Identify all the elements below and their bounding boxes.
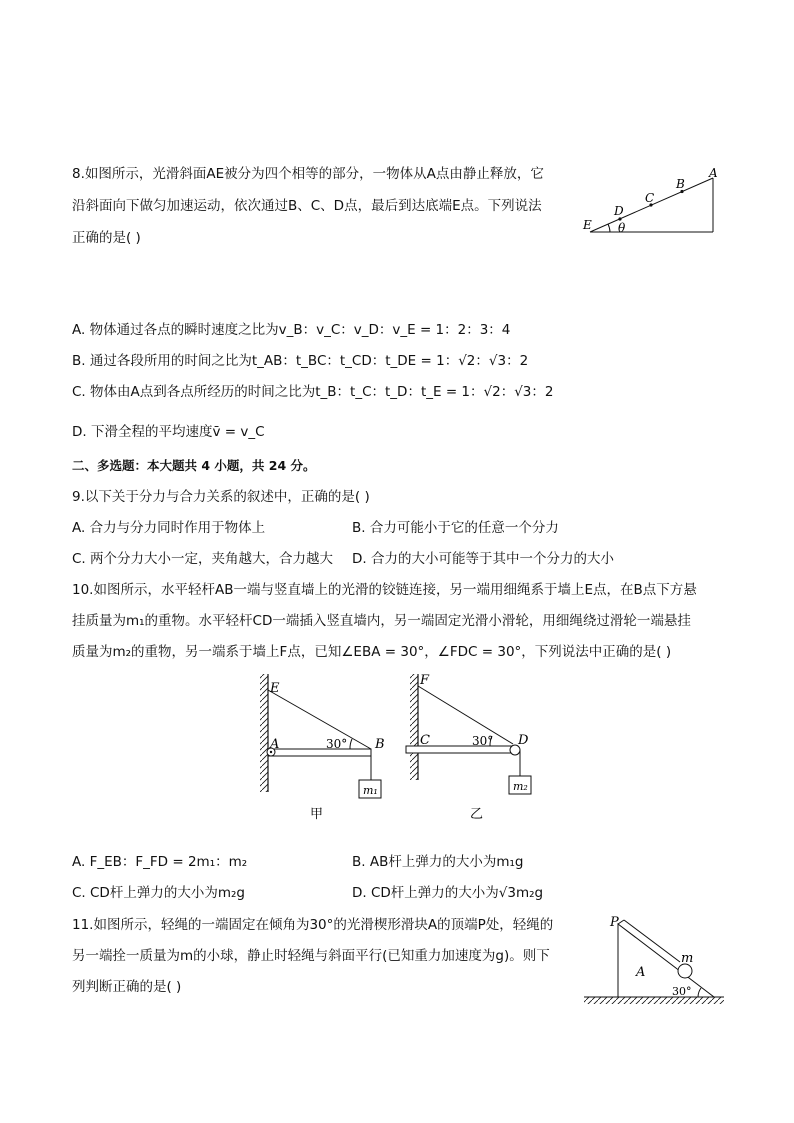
q10-fig2-angle: 30° — [472, 734, 494, 748]
q8-option-d: D. 下滑全程的平均速度v̄ = v_C — [72, 424, 265, 440]
q10-option-c: C. CD杆上弹力的大小为m₂g — [72, 885, 245, 901]
q11-wedge-figure — [580, 910, 730, 1010]
q10-fig2-label-D: D — [518, 733, 529, 748]
q9-stem: 9.以下关于分力与合力关系的叙述中，正确的是( ) — [72, 489, 370, 505]
q10-fig1-caption: 甲 — [310, 807, 324, 822]
q10-fig2-label-C: C — [420, 733, 430, 748]
q10-fig1-label-E: E — [270, 681, 280, 696]
q8-option-a: A. 物体通过各点的瞬时速度之比为v_B：v_C：v_D：v_E = 1：2：3：4 — [72, 322, 511, 338]
q11-label-A: A — [636, 965, 646, 980]
q11-label-m: m — [681, 951, 694, 966]
q8-label-E: E — [583, 218, 592, 232]
q8-label-C: C — [645, 191, 655, 205]
q8-label-D: D — [614, 204, 624, 218]
q11-line-3: 列判断正确的是( ) — [72, 979, 182, 995]
q10-fig1-angle: 30° — [326, 737, 348, 751]
q10-fig2-label-F: F — [420, 673, 430, 688]
section-title: 二、多选题：本大题共 4 小题，共 24 分。 — [72, 458, 316, 473]
q8-option-c: C. 物体由A点到各点所经历的时间之比为t_B：t_C：t_D：t_E = 1：√2：√3：2 — [72, 384, 554, 400]
q10-line-3: 质量为m₂的重物，另一端系于墙上F点，已知∠EBA = 30°，∠FDC = 30°，下列说法中正确的是( ) — [72, 644, 672, 660]
q8-option-b: B. 通过各段所用的时间之比为t_AB：t_BC：t_CD：t_DE = 1：√2：√3：2 — [72, 353, 529, 369]
q8-label-A: A — [709, 166, 718, 180]
q10-fig1-label-B: B — [375, 737, 385, 752]
q8-label-theta: θ — [618, 221, 626, 235]
q10-option-a: A. F_EB：F_FD = 2m₁：m₂ — [72, 854, 248, 870]
q11-label-P: P — [610, 915, 619, 930]
q11-label-angle: 30° — [672, 985, 692, 998]
q9-option-d: D. 合力的大小可能等于其中一个分力的大小 — [352, 551, 614, 567]
q9-option-a: A. 合力与分力同时作用于物体上 — [72, 520, 266, 536]
q11-line-2: 另一端拴一质量为m的小球，静止时轻绳与斜面平行(已知重力加速度为g)。则下 — [72, 948, 550, 964]
q8-line-2: 沿斜面向下做匀加速运动，依次通过B、C、D点，最后到达底端E点。下列说法 — [72, 198, 542, 214]
q10-figure-yi — [400, 670, 550, 830]
q10-fig1-mass: m₁ — [363, 784, 378, 797]
q10-fig1-label-A: A — [270, 737, 280, 752]
q9-option-b: B. 合力可能小于它的任意一个分力 — [352, 520, 559, 536]
q10-figure-jia — [250, 670, 400, 830]
q10-line-1: 10.如图所示，水平轻杆AB一端与竖直墙上的光滑的铰链连接，另一端用细绳系于墙上E点，在B点下方悬 — [72, 582, 697, 598]
q11-line-1: 11.如图所示，轻绳的一端固定在倾角为30°的光滑楔形滑块A的顶端P处，轻绳的 — [72, 917, 554, 933]
q8-incline-figure — [580, 166, 720, 238]
q10-fig2-caption: 乙 — [470, 807, 484, 822]
q8-line-3: 正确的是( ) — [72, 230, 141, 246]
q8-line-1: 8.如图所示，光滑斜面AE被分为四个相等的部分，一物体从A点由静止释放，它 — [72, 166, 544, 182]
q9-option-c: C. 两个分力大小一定，夹角越大，合力越大 — [72, 551, 334, 567]
q10-option-d: D. CD杆上弹力的大小为√3m₂g — [352, 885, 544, 901]
q10-option-b: B. AB杆上弹力的大小为m₁g — [352, 854, 524, 870]
q10-line-2: 挂质量为m₁的重物。水平轻杆CD一端插入竖直墙内，另一端固定光滑小滑轮，用细绳绕过滑轮一端悬挂 — [72, 613, 691, 629]
q10-fig2-mass: m₂ — [513, 780, 528, 793]
q8-label-B: B — [676, 177, 685, 191]
